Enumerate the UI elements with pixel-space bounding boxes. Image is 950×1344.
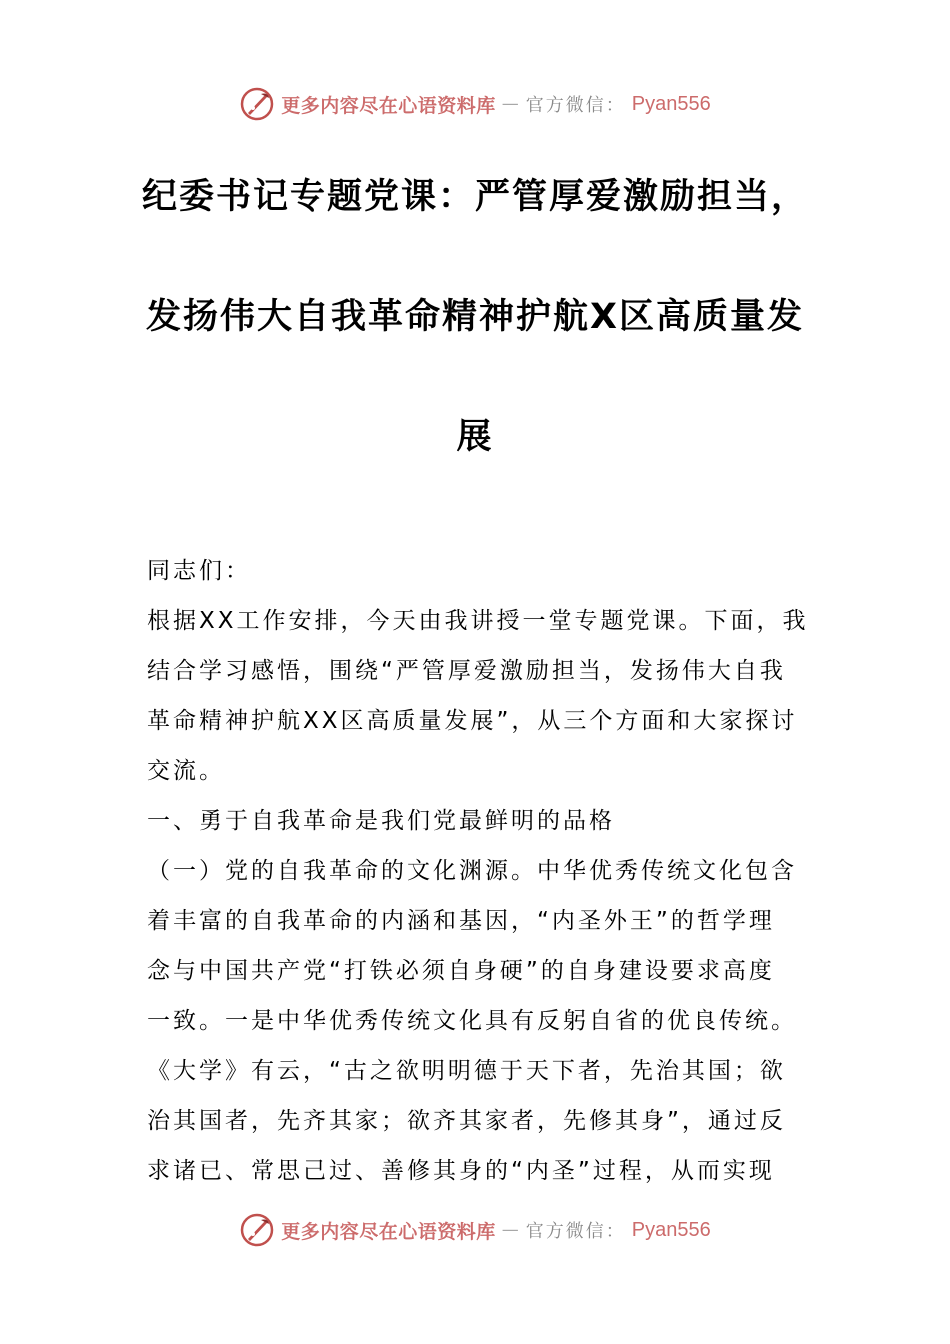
- body-line: 革命精神护航XX区高质量发展”，从三个方面和大家探讨: [147, 708, 798, 734]
- body-line: 治其国者，先齐其家；欲齐其家者，先修其身”，通过反: [147, 1108, 786, 1134]
- body-line: 一致。一是中华优秀传统文化具有反躬自省的优良传统。: [147, 1008, 797, 1034]
- body-line: （一）党的自我革命的文化渊源。中华优秀传统文化包含: [147, 858, 797, 884]
- document-title-line-1: 纪委书记专题党课：严管厚爱激励担当，: [141, 177, 808, 217]
- watermark-wechat-label: 官方微信：: [525, 95, 626, 116]
- watermark-main-text: 更多内容尽在心语资料库: [281, 94, 496, 117]
- body-line: 交流。: [147, 758, 225, 784]
- watermark-main-text: 更多内容尽在心语资料库: [281, 1220, 496, 1243]
- document-title-line-2: 发扬伟大自我革命精神护航X区高质量发: [146, 297, 804, 337]
- body-line: 结合学习感悟，围绕“严管厚爱激励担当，发扬伟大自我: [147, 658, 786, 684]
- body-line: 《大学》有云，“古之欲明明德于天下者，先治其国；欲: [147, 1058, 786, 1084]
- body-line: 念与中国共产党“打铁必须自身硬”的自身建设要求高度: [147, 958, 775, 984]
- watermark-separator: —: [501, 1220, 520, 1240]
- footer-watermark: [0, 1208, 950, 1252]
- watermark-wechat-id: Pyan556: [631, 1218, 711, 1241]
- header-watermark: [0, 82, 950, 126]
- watermark-wechat-id: Pyan556: [631, 92, 711, 115]
- body-line: 着丰富的自我革命的内涵和基因，“内圣外王”的哲学理: [147, 908, 775, 934]
- body-line: 根据XX工作安排，今天由我讲授一堂专题党课。下面，我: [147, 608, 809, 634]
- watermark-content: [239, 1212, 710, 1248]
- watermark-content: [239, 86, 710, 122]
- body-line: 求诸已、常思己过、善修其身的“内圣”过程，从而实现: [147, 1158, 775, 1184]
- section-heading: 一、勇于自我革命是我们党最鲜明的品格: [147, 808, 615, 834]
- watermark-wechat-label: 官方微信：: [525, 1221, 626, 1242]
- quill-pen-icon: [239, 1212, 275, 1248]
- quill-pen-icon: [239, 86, 275, 122]
- body-line: 同志们：: [147, 558, 251, 584]
- document-title-line-3: 展: [456, 417, 494, 457]
- watermark-separator: —: [501, 94, 520, 114]
